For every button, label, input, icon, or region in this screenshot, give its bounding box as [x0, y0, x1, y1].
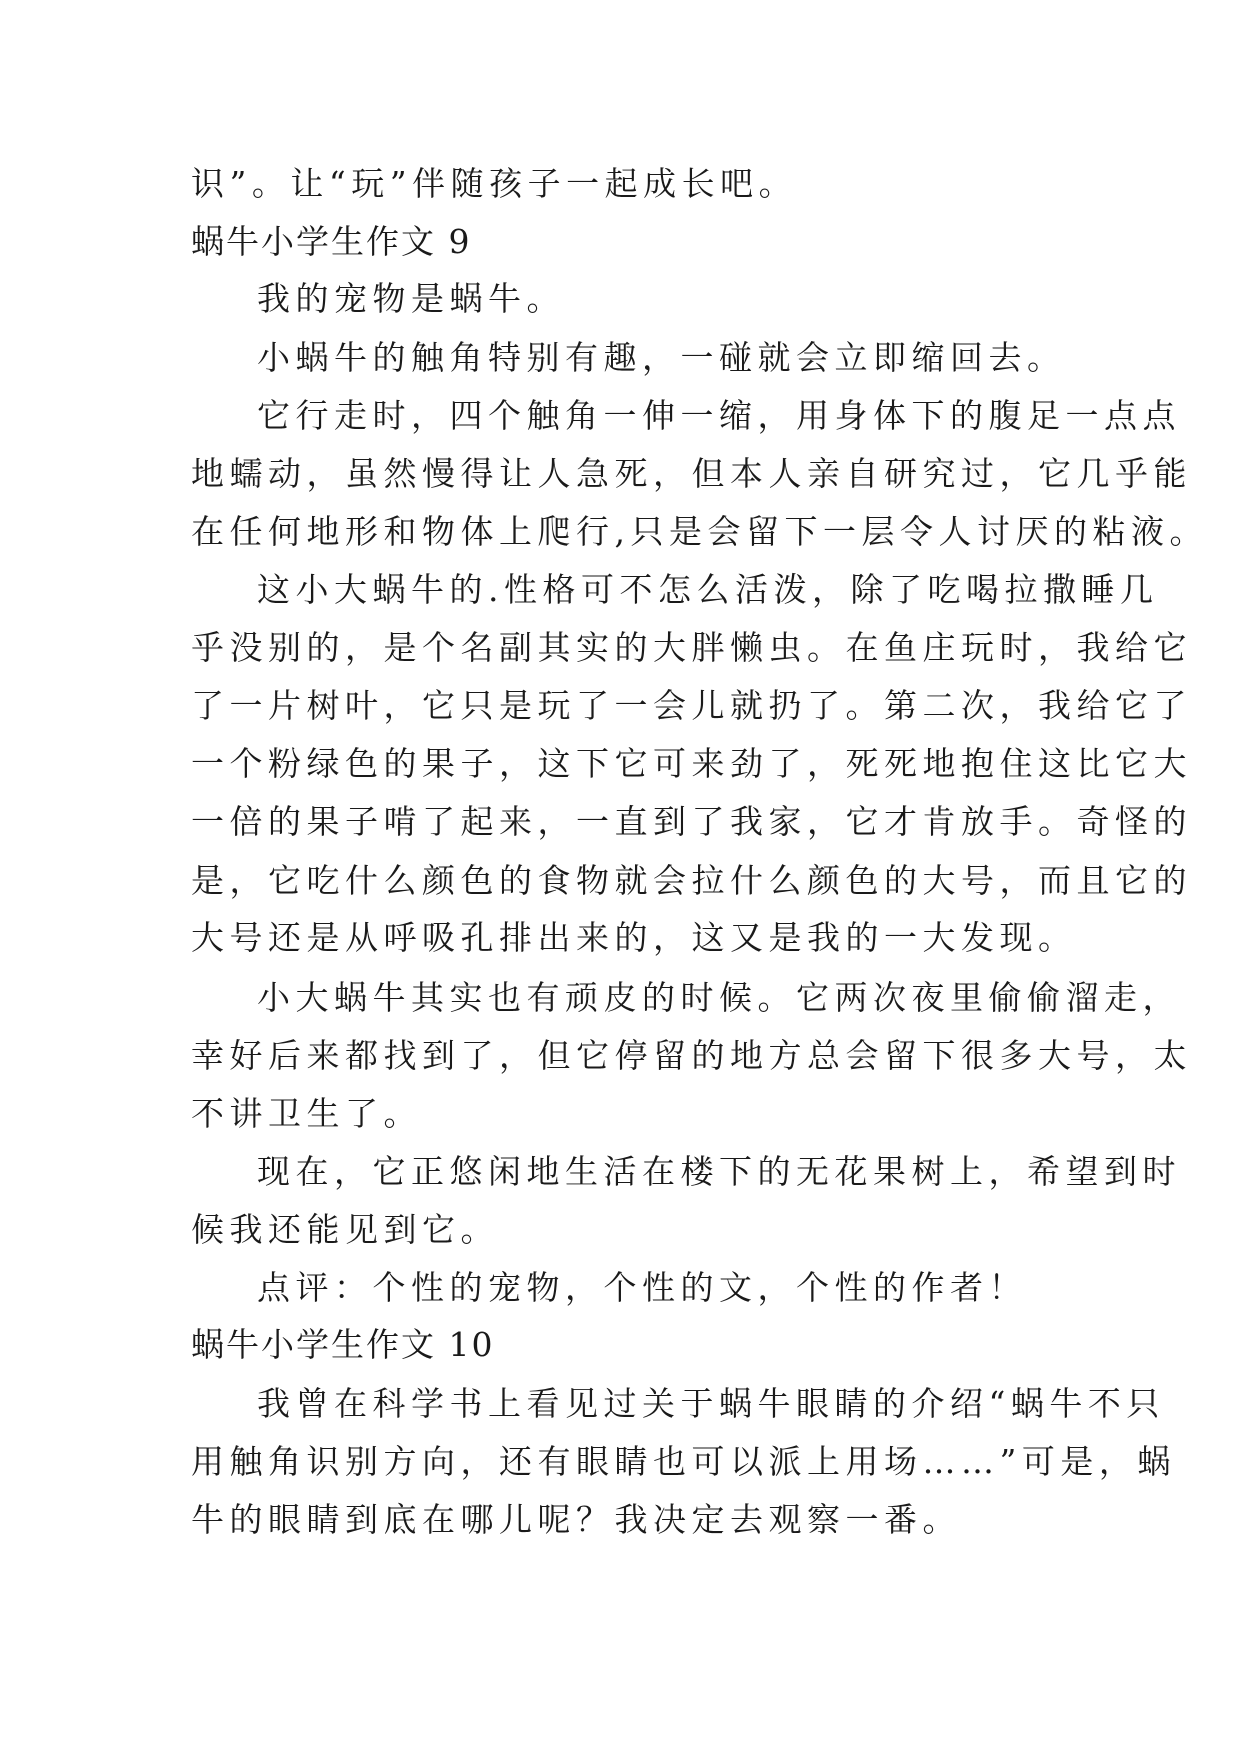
paragraph-line: 牛的眼睛到底在哪儿呢？我决定去观察一番。 — [191, 1500, 961, 1539]
paragraph-line: 大号还是从呼吸孔排出来的，这又是我的一大发现。 — [191, 918, 1077, 957]
paragraph-line: 点评：个性的宠物，个性的文，个性的作者！ — [257, 1268, 1027, 1307]
paragraph-line: 识”。让“玩”伴随孩子一起成长吧。 — [191, 164, 798, 203]
paragraph-line: 幸好后来都找到了，但它停留的地方总会留下很多大号，太 — [191, 1036, 1192, 1075]
paragraph-line: 不讲卫生了。 — [191, 1094, 422, 1133]
paragraph-line: 候我还能见到它。 — [191, 1210, 499, 1249]
paragraph-line: 用触角识别方向，还有眼睛也可以派上用场……”可是，蜗 — [191, 1442, 1176, 1481]
paragraph-line: 是，它吃什么颜色的食物就会拉什么颜色的大号，而且它的 — [191, 861, 1192, 900]
paragraph-line: 地蠕动，虽然慢得让人急死，但本人亲自研究过，它几乎能 — [191, 454, 1192, 493]
paragraph-line: 乎没别的，是个名副其实的大胖懒虫。在鱼庄玩时，我给它 — [191, 628, 1192, 667]
paragraph-line: 我的宠物是蜗牛。 — [257, 279, 565, 318]
paragraph-line: 现在，它正悠闲地生活在楼下的无花果树上，希望到时 — [257, 1152, 1181, 1191]
paragraph-line: 小大蜗牛其实也有顽皮的时候。它两次夜里偷偷溜走， — [257, 978, 1181, 1017]
paragraph-line: 了一片树叶，它只是玩了一会儿就扔了。第二次，我给它了 — [191, 686, 1192, 725]
section-heading: 蜗牛小学生作文 10 — [191, 1325, 495, 1364]
paragraph-line: 在任何地形和物体上爬行,只是会留下一层令人讨厌的粘液。 — [191, 512, 1208, 551]
paragraph-line: 它行走时，四个触角一伸一缩，用身体下的腹足一点点 — [257, 396, 1181, 435]
paragraph-line: 小蜗牛的触角特别有趣，一碰就会立即缩回去。 — [257, 338, 1066, 377]
paragraph-line: 我曾在科学书上看见过关于蜗牛眼睛的介绍“蜗牛不只 — [257, 1384, 1165, 1423]
paragraph-line: 这小大蜗牛的.性格可不怎么活泼，除了吃喝拉撒睡几 — [257, 570, 1159, 609]
paragraph-line: 一个粉绿色的果子，这下它可来劲了，死死地抱住这比它大 — [191, 744, 1192, 783]
section-heading: 蜗牛小学生作文 9 — [191, 222, 472, 261]
paragraph-line: 一倍的果子啃了起来，一直到了我家，它才肯放手。奇怪的 — [191, 802, 1192, 841]
